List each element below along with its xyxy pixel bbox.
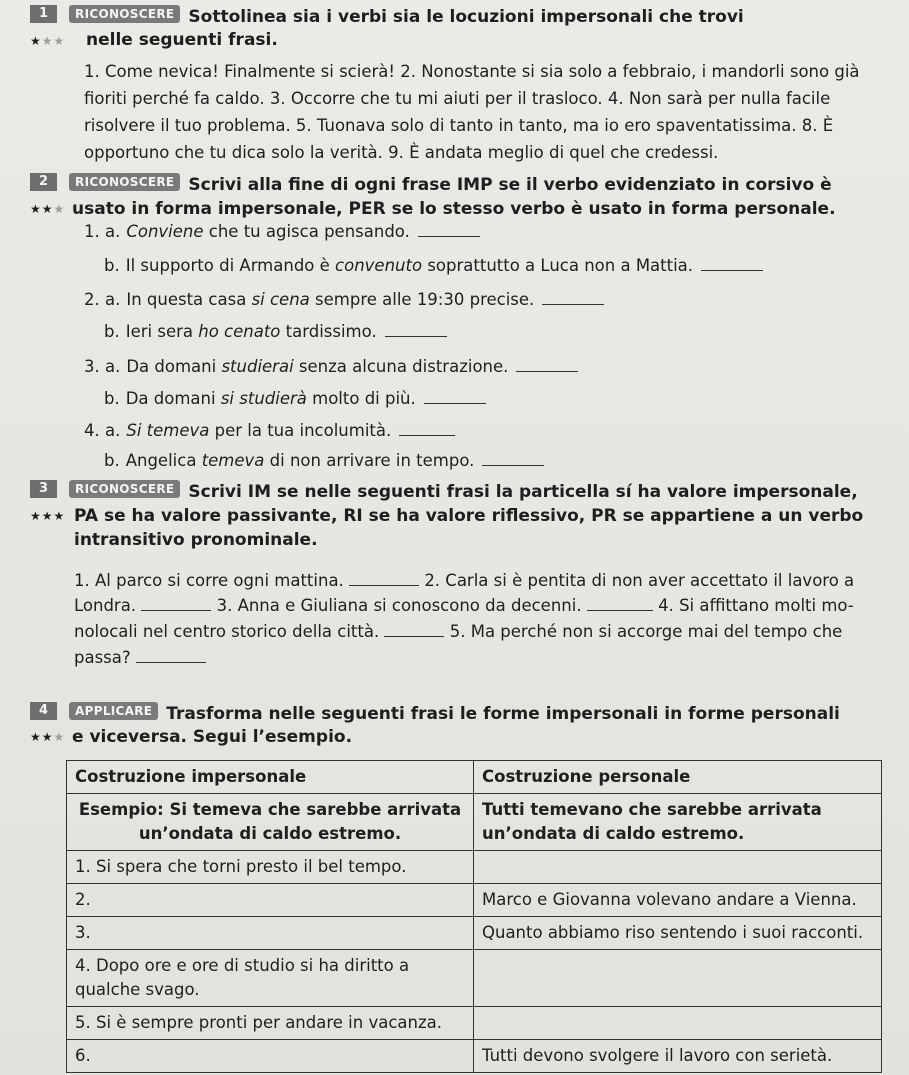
sentence-line (74, 571, 854, 590)
sentence: Londra. (74, 596, 137, 615)
answer-blank[interactable] (587, 596, 653, 611)
exercise-tag: RICONOSCERE (69, 173, 180, 191)
table-row (67, 1007, 882, 1040)
item-text: sempre alle 19:30 precise. (309, 290, 535, 309)
item-text: senza alcuna distrazione. (293, 357, 509, 376)
exercise-instruction-cont: usato in forma impersonale, PER se lo stesso verbo è usato in forma personale. (72, 199, 836, 219)
answer-blank[interactable] (384, 622, 444, 637)
highlighted-verb: si cena (251, 290, 310, 309)
exercise-instruction-cont: intransitivo pronominale. (74, 530, 318, 550)
item-label: 2. a. (84, 290, 121, 309)
table-row (67, 851, 882, 884)
exercise-instruction: Trasforma nelle seguenti frasi le forme impersonali in forme personali (166, 704, 840, 724)
sentence: 3. Anna e Giuliana si conoscono da decenni. (216, 596, 582, 615)
exercise-2-header (30, 173, 832, 197)
difficulty-stars: ★★★ (30, 34, 66, 48)
sentence: passa? (74, 648, 131, 667)
table-row (67, 917, 882, 950)
impersonal-cell: 4. Dopo ore e ore di studio si ha diritto a qualche svago. (67, 950, 474, 1007)
exercise-tag: RICONOSCERE (69, 5, 180, 23)
answer-blank[interactable] (482, 451, 544, 466)
impersonal-cell[interactable]: 6. (67, 1040, 474, 1073)
table-row (67, 884, 882, 917)
item-text: tardissimo. (280, 322, 377, 341)
exercise-instruction-cont: e viceversa. Segui l’esempio. (72, 727, 353, 747)
answer-blank[interactable] (399, 421, 455, 436)
answer-blank[interactable] (424, 389, 486, 404)
item-text: Ieri sera (125, 322, 199, 341)
list-item (84, 357, 578, 376)
highlighted-verb: Si temeva (126, 421, 210, 440)
list-item (84, 290, 604, 309)
list-item (84, 222, 480, 241)
answer-blank[interactable] (141, 596, 211, 611)
table-body (67, 851, 882, 1073)
sentence: 4. Si affittano molti mo- (658, 596, 854, 615)
answer-blank[interactable] (516, 357, 578, 372)
exercise-1-header (30, 5, 744, 29)
column-header: Costruzione personale (474, 761, 882, 794)
item-text: Da domani (126, 357, 222, 376)
sentence: 1. Al parco si corre ogni mattina. (74, 571, 344, 590)
exercise-tag: APPLICARE (69, 702, 158, 720)
highlighted-verb: studierai (221, 357, 294, 376)
list-item (104, 451, 544, 470)
sentence: 5. Ma perché non si accorge mai del tempo che (449, 622, 843, 641)
table-header-row (67, 761, 882, 794)
impersonal-cell[interactable]: 3. (67, 917, 474, 950)
item-label: 1. a. (84, 222, 121, 241)
example-left-text: Si temeva che sarebbe arrivata un’ondata di caldo estremo. (138, 800, 462, 843)
exercise-instruction: Scrivi alla fine di ogni frase IMP se il verbo evidenziato in corsivo è (188, 175, 832, 195)
item-text: per la tua incolumità. (209, 421, 392, 440)
personal-cell[interactable] (474, 851, 882, 884)
sentence-line (74, 596, 854, 615)
list-item (84, 421, 455, 440)
list-item (104, 389, 486, 408)
difficulty-stars: ★★★ (30, 202, 66, 216)
sentence-line (74, 648, 206, 667)
table-row (67, 950, 882, 1007)
exercise-instruction: Sottolinea sia i verbi sia le locuzioni impersonali che trovi (188, 7, 744, 27)
example-label: Esempio: (78, 800, 164, 819)
highlighted-verb: Conviene (126, 222, 204, 241)
highlighted-verb: si studierà (220, 389, 307, 408)
exercise-instruction: Scrivi IM se nelle seguenti frasi la particella sí ha valore impersonale, (188, 482, 858, 502)
difficulty-stars: ★★★ (30, 509, 66, 523)
example-left-cell (67, 794, 474, 851)
example-row (67, 794, 882, 851)
item-text: Angelica (125, 451, 202, 470)
exercise-3-header (30, 480, 858, 504)
example-right-cell: Tutti temevano che sarebbe arrivata un’ondata di caldo estremo. (474, 794, 882, 851)
item-label: 3. a. (84, 357, 121, 376)
transformation-table (66, 760, 882, 1073)
exercise-number: 2 (30, 173, 57, 191)
exercise-number: 4 (30, 702, 57, 720)
item-text: Il supporto di Armando è (125, 256, 336, 275)
answer-blank[interactable] (385, 322, 447, 337)
impersonal-cell[interactable]: 2. (67, 884, 474, 917)
item-text: molto di più. (306, 389, 416, 408)
impersonal-cell: 5. Si è sempre pronti per andare in vacanza. (67, 1007, 474, 1040)
item-label: b. (104, 389, 120, 408)
exercise-instruction-cont: PA se ha valore passivante, RI se ha valore riflessivo, PR se appartiene a un verbo (74, 506, 864, 526)
personal-cell: Quanto abbiamo riso sentendo i suoi racconti. (474, 917, 882, 950)
item-text: soprattutto a Luca non a Mattia. (422, 256, 694, 275)
item-label: b. (104, 256, 120, 275)
item-label: b. (104, 322, 120, 341)
item-text: In questa casa (126, 290, 252, 309)
personal-cell: Marco e Giovanna volevano andare a Vienna. (474, 884, 882, 917)
item-text: Da domani (125, 389, 221, 408)
sentence: nolocali nel centro storico della città. (74, 622, 380, 641)
answer-blank[interactable] (349, 571, 419, 586)
exercise-instruction-cont: nelle seguenti frasi. (86, 30, 278, 50)
exercise-1-text: 1. Come nevica! Finalmente si scierà! 2. Nonostante si sia solo a febbraio, i mandorli sono già fioriti perché fa caldo. 3. Occorre che tu mi aiuti per il trasloco. 4. Non sarà per nulla facile risolvere il tuo problema. 5. Tuonava solo di tanto in tanto, ma io ero spaventatissima. 8. È opportuno che tu dica solo la verità. 9. È andata meglio di quel che credessi. (84, 62, 860, 162)
column-header: Costruzione impersonale (67, 761, 474, 794)
exercise-number: 3 (30, 480, 57, 498)
item-text: di non arrivare in tempo. (264, 451, 475, 470)
item-label: 4. a. (84, 421, 121, 440)
highlighted-verb: convenuto (335, 256, 423, 275)
answer-blank[interactable] (418, 222, 480, 237)
list-item (104, 322, 447, 341)
highlighted-verb: ho cenato (198, 322, 281, 341)
exercise-4-header (30, 702, 840, 726)
personal-cell: Tutti devono svolgere il lavoro con serietà. (474, 1040, 882, 1073)
sentence: 2. Carla si è pentita di non aver accettato il lavoro a (424, 571, 855, 590)
item-label: b. (104, 451, 120, 470)
list-item (104, 256, 763, 275)
highlighted-verb: temeva (201, 451, 265, 470)
personal-cell[interactable] (474, 1007, 882, 1040)
exercise-tag: RICONOSCERE (69, 480, 180, 498)
difficulty-stars: ★★★ (30, 730, 66, 744)
answer-blank[interactable] (136, 648, 206, 663)
personal-cell[interactable] (474, 950, 882, 1007)
impersonal-cell: 1. Si spera che torni presto il bel tempo. (67, 851, 474, 884)
sentence-line (74, 622, 842, 641)
answer-blank[interactable] (542, 290, 604, 305)
table-row (67, 1040, 882, 1073)
exercise-number: 1 (30, 5, 57, 23)
answer-blank[interactable] (701, 256, 763, 271)
item-text: che tu agisca pensando. (203, 222, 410, 241)
